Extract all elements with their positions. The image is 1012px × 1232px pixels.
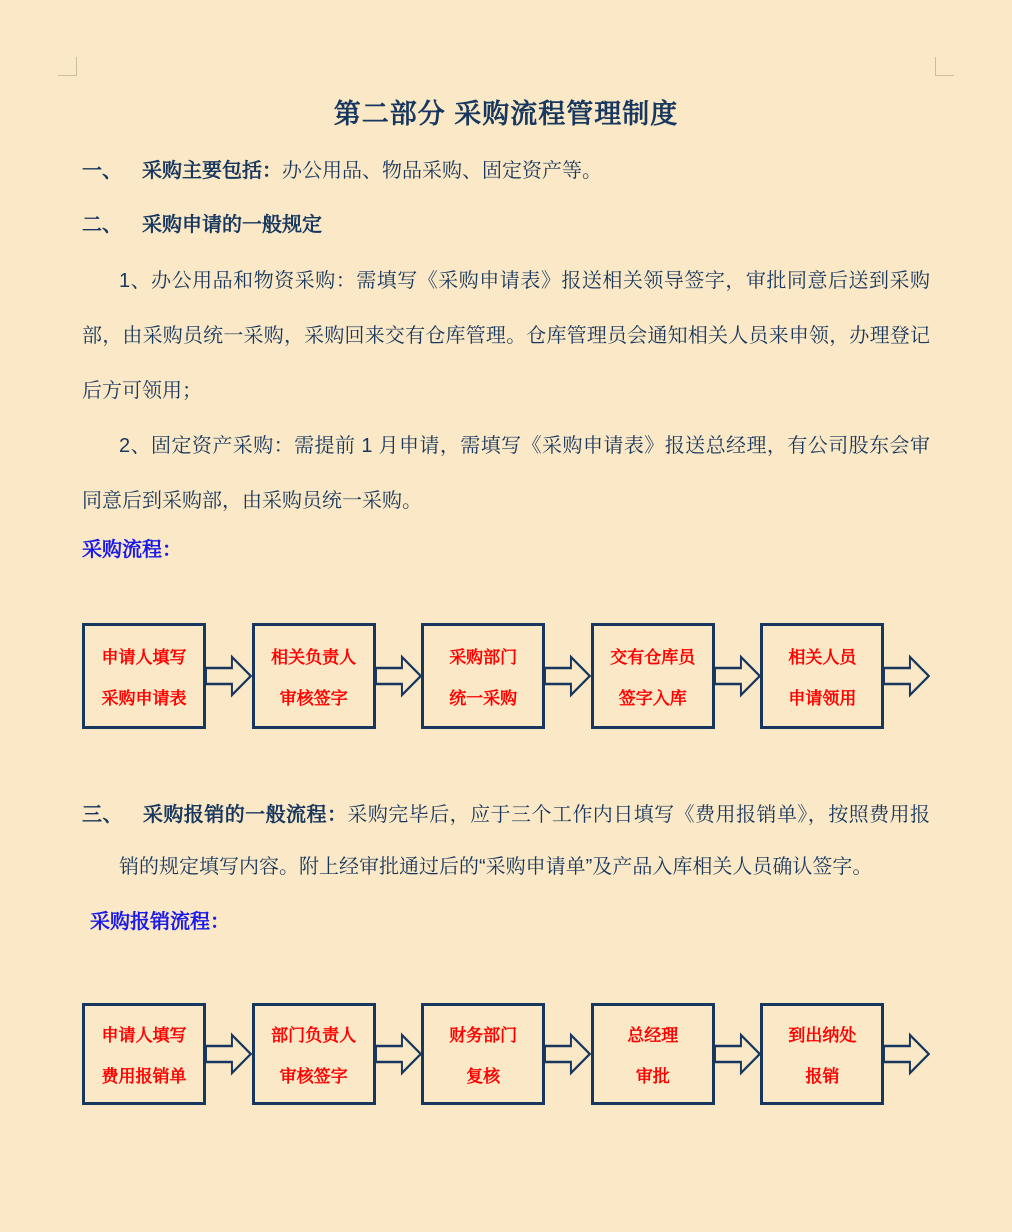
section-2-number: 二、 <box>82 214 122 236</box>
flow-step-box <box>252 1003 376 1105</box>
flow-step-line: 报销 <box>805 1067 840 1086</box>
flow-step-box <box>82 623 206 729</box>
flow-arrow-icon <box>206 623 252 729</box>
flow-step-line: 财务部门 <box>449 1026 518 1045</box>
section-2-label: 采购申请的一般规定 <box>142 214 322 236</box>
flow-step-line: 费用报销单 <box>101 1067 187 1086</box>
flow-step-line: 部门负责人 <box>271 1026 357 1045</box>
flow-step-box <box>252 623 376 729</box>
flow-arrow-icon <box>376 1003 422 1105</box>
section-3-number: 三、 <box>82 804 123 826</box>
section-1-heading <box>82 156 930 186</box>
flow-step-line: 审批 <box>635 1067 670 1086</box>
flow-step-line: 到出纳处 <box>788 1026 857 1045</box>
purchase-flow-label: 采购流程： <box>82 539 182 561</box>
section-3-text: 采购完毕后，应于三个工作内日填写《费用报销单》，按照费用报销的规定填写内容。附上经审批通过后的“采购申请单”及产品入库相关人员确认签字。 <box>119 804 931 878</box>
flow-step-line: 申请人填写 <box>101 1026 187 1045</box>
flow-step-box <box>591 1003 715 1105</box>
flow-step-line: 采购申请表 <box>101 689 187 708</box>
flow-step-box <box>82 1003 206 1105</box>
flow-step-line: 复核 <box>466 1067 501 1086</box>
purchase-flowchart <box>82 623 930 729</box>
flow-step-line: 申请人填写 <box>101 648 187 667</box>
flow-arrow-icon <box>715 1003 761 1105</box>
flow-arrow-icon <box>376 623 422 729</box>
flow-step-line: 总经理 <box>627 1026 679 1045</box>
section-2-heading <box>82 210 930 240</box>
flow-step-line: 申请领用 <box>788 689 857 708</box>
page-margin-mark-top-right <box>935 57 954 76</box>
page-margin-mark-top-left <box>58 57 77 76</box>
flow-step-box <box>421 1003 545 1105</box>
section-1-number: 一、 <box>82 160 122 182</box>
flow-arrow-icon <box>545 1003 591 1105</box>
flow-step-line: 审核签字 <box>279 689 348 708</box>
flow-step-line: 签字入库 <box>618 689 687 708</box>
flow-arrow-icon <box>206 1003 252 1105</box>
flow-arrow-icon <box>884 1003 930 1105</box>
section-3-label: 采购报销的一般流程： <box>142 804 348 826</box>
flow-step-line: 相关人员 <box>788 648 857 667</box>
flow-step-line: 采购部门 <box>449 648 518 667</box>
flow-arrow-icon <box>545 623 591 729</box>
flow-step-box <box>760 1003 884 1105</box>
reimburse-flow-label: 采购报销流程： <box>90 911 230 933</box>
flow-step-box <box>421 623 545 729</box>
flow-step-line: 统一采购 <box>449 689 518 708</box>
section-1-text: 办公用品、物品采购、固定资产等。 <box>282 160 602 182</box>
flow-arrow-icon <box>715 623 761 729</box>
flow-step-line: 相关负责人 <box>271 648 357 667</box>
flow-step-box <box>591 623 715 729</box>
section-1-label: 采购主要包括： <box>142 160 282 182</box>
flow-step-line: 审核签字 <box>279 1067 348 1086</box>
reimburse-flowchart <box>82 1003 930 1105</box>
paragraph-office-supplies: 1、办公用品和物资采购：需填写《采购申请表》报送相关领导签字，审批同意后送到采购部，由采购员统一采购，采购回来交有仓库管理。仓库管理员会通知相关人员来申领，办理登记后方可领用； <box>82 270 930 402</box>
paragraph-fixed-assets: 2、固定资产采购：需提前 1 月申请，需填写《采购申请表》报送总经理，有公司股东会审同意后到采购部，由采购员统一采购。 <box>82 435 930 512</box>
page-title: 第二部分 采购流程管理制度 <box>333 99 679 129</box>
flow-step-box <box>760 623 884 729</box>
section-3-paragraph <box>82 789 930 893</box>
flow-arrow-icon <box>884 623 930 729</box>
flow-step-line: 交有仓库员 <box>610 648 696 667</box>
